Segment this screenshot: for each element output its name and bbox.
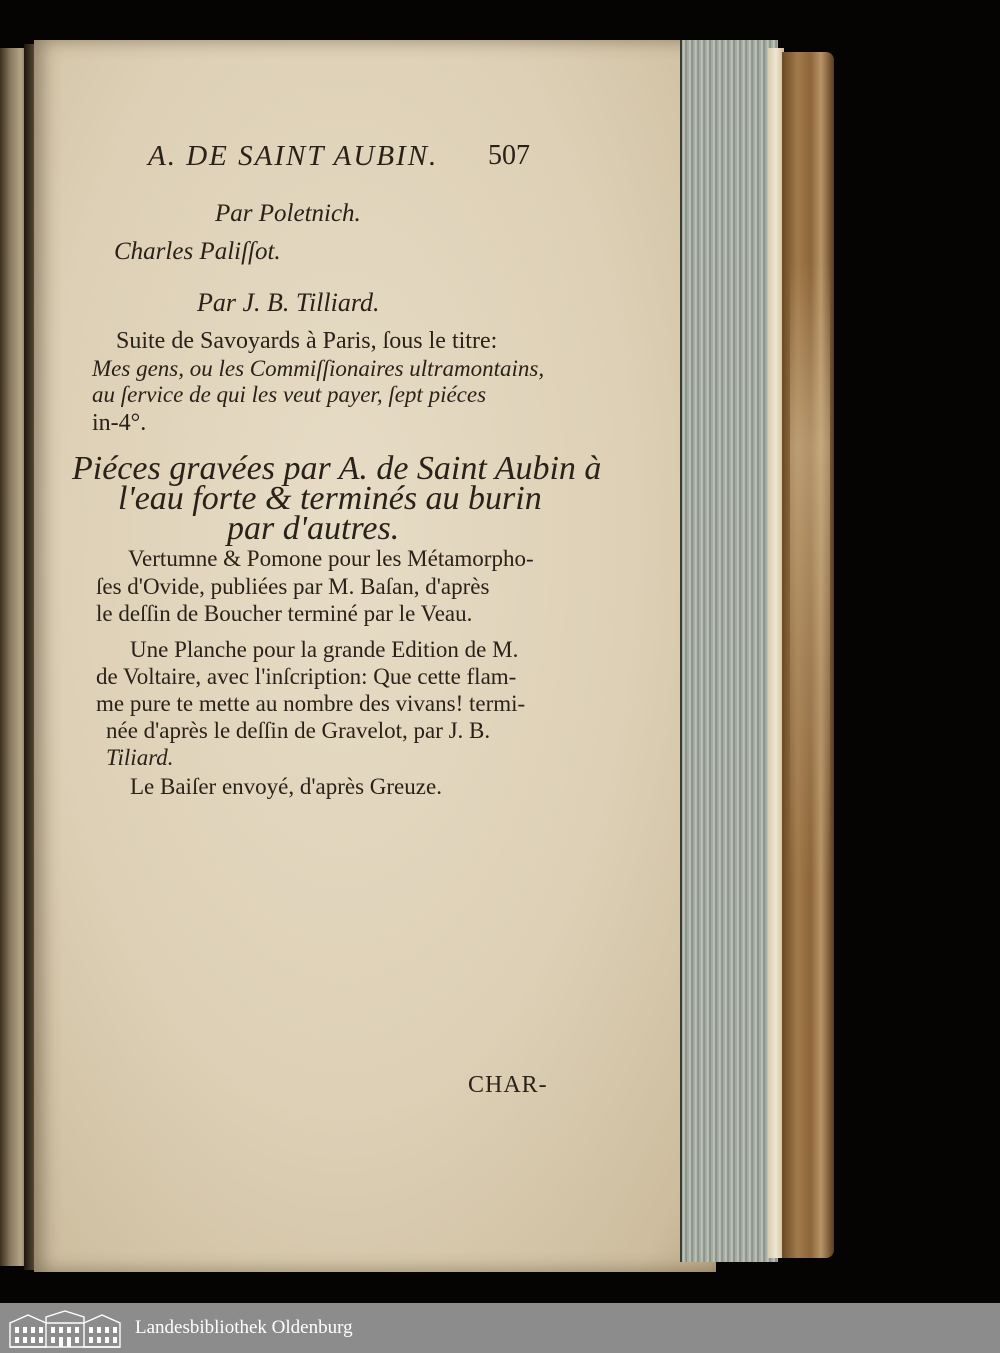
text-line: née d'après le deſſin de Gravelot, par J. B. (106, 718, 491, 743)
text-line: de Voltaire, avec l'inſcription: Que cette flam- (96, 664, 517, 689)
library-building-icon (8, 1309, 122, 1349)
library-name: Landesbibliothek Oldenburg (135, 1317, 353, 1338)
text-line: Suite de Savoyards à Paris, ſous le titre: (116, 328, 498, 354)
text-line: Mes gens, ou les Commiſſionaires ultramontains, (92, 356, 545, 381)
text-line: Une Planche pour la grande Edition de M. (130, 637, 519, 662)
text-line: Par J. B. Tilliard. (197, 288, 380, 317)
text-line: au ſervice de qui les veut payer, ſept piéces (92, 382, 487, 407)
text-line: me pure te mette au nombre des vivans! termi- (96, 691, 526, 716)
catchword: CHAR- (468, 1072, 548, 1098)
running-head: A. DE SAINT AUBIN. (148, 140, 439, 172)
section-heading-line: par d'autres. (227, 510, 400, 547)
text-line: Par Poletnich. (215, 200, 361, 227)
text-line: Charles Paliſſot. (114, 238, 281, 265)
cover-stain (790, 260, 830, 880)
text-line: Le Baiſer envoyé, d'après Greuze. (130, 774, 442, 799)
page-number: 507 (488, 140, 530, 171)
footer-bar (0, 1303, 1000, 1353)
page-fore-edge (680, 40, 778, 1262)
text-line: Tiliard. (106, 745, 174, 770)
text-line: le deſſin de Boucher terminé par le Veau. (96, 601, 473, 626)
text-line: in-4°. (92, 410, 147, 436)
section-heading-line: Piéces gravées par A. de Saint Aubin à (72, 450, 602, 487)
text-line: ſes d'Ovide, publiées par M. Baſan, d'après (96, 574, 490, 599)
text-line: Vertumne & Pomone pour les Métamorpho- (128, 546, 534, 571)
section-heading-line: l'eau forte & terminés au burin (118, 480, 542, 517)
